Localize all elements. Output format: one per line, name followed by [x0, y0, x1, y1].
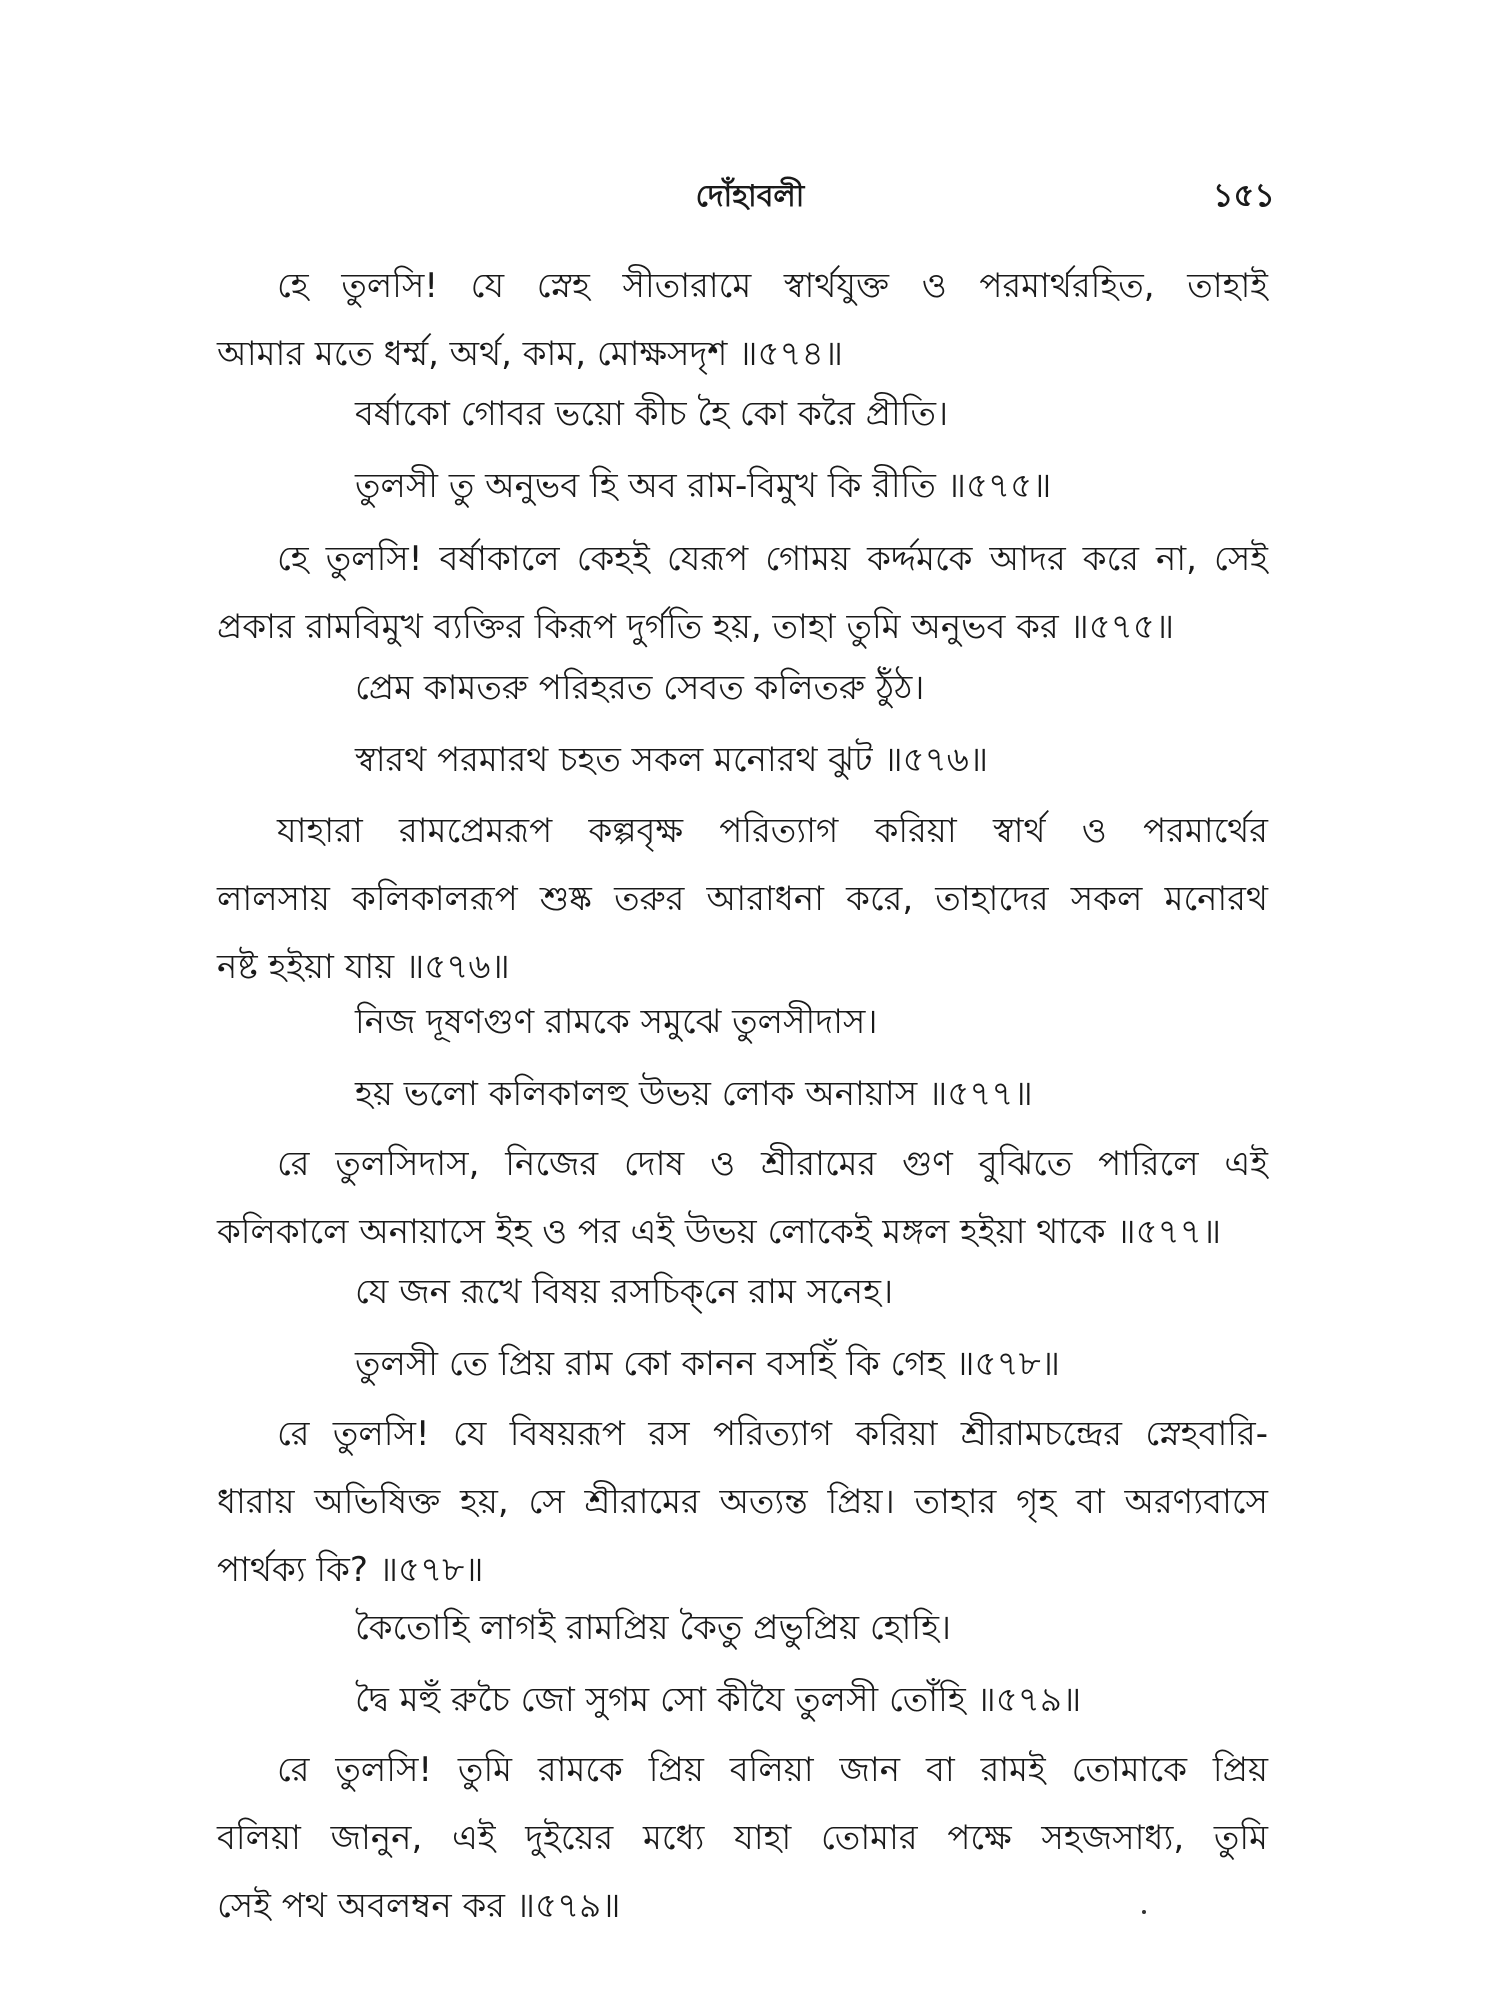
commentary-paragraph: [0, 797, 1500, 1001]
paragraph-line: রে তুলসি! তুমি রামকে প্রিয় বলিয়া জান বা রামই তোমাকে প্রিয়: [277, 1750, 1268, 1790]
paragraph-line: পার্থক্য কি? ॥৫৭৮॥: [217, 1550, 484, 1590]
paragraph-line: আমার মতে ধর্ম্ম, অর্থ, কাম, মোক্ষসদৃশ ॥৫৭৪॥: [217, 334, 843, 374]
verse-line: কৈতোহি লাগই রামপ্রিয় কৈতু প্রভুপ্রিয় হোহি।: [355, 1608, 952, 1648]
commentary-paragraph: [0, 1736, 1500, 1940]
verse-line: নিজ দূষণগুণ রামকে সমুঝে তুলসীদাস।: [355, 1002, 878, 1042]
verse-line: স্বারথ পরমারথ চহত সকল মনোরথ ঝুট ॥৫৭৬॥: [355, 740, 989, 780]
verse-line: দ্বৈ মহুঁ রুচৈ জো সুগম সো কীযৈ তুলসী তোঁহি ॥৫৭৯॥: [355, 1680, 1082, 1720]
paragraph-line: নষ্ট হইয়া যায় ॥৫৭৬॥: [217, 947, 510, 987]
verse-line: তুলসী তু অনুভব হি অব রাম-বিমুখ কি রীতি ॥৫৭৫॥: [355, 466, 1052, 506]
page-number: ১৫১: [1212, 176, 1275, 214]
doha-verse: [0, 652, 1500, 796]
doha-verse: [0, 1592, 1500, 1736]
paragraph-line: ধারায় অভিষিক্ত হয়, সে শ্রীরামের অত্যন্ত প্রিয়। তাহার গৃহ বা অরণ্যবাসে: [217, 1482, 1268, 1522]
verse-line: যে জন রূখে বিষয় রসচিক্‌নে রাম সনেহ।: [355, 1272, 894, 1312]
verse-line: প্রেম কামতরু পরিহরত সেবত কলিতরু ঠুঁঠ।: [355, 668, 925, 708]
paragraph-line: লালসায় কলিকালরূপ শুষ্ক তরুর আরাধনা করে, তাহাদের সকল মনোরথ: [217, 879, 1268, 919]
verse-line: হয় ভলো কলিকালহু উভয় লোক অনায়াস ॥৫৭৭॥: [355, 1074, 1033, 1114]
paragraph-line: হে তুলসি! বর্ষাকালে কেহই যেরূপ গোময় কর্দ্দমকে আদর করে না, সেই: [277, 539, 1268, 579]
commentary-paragraph: [0, 1400, 1500, 1604]
commentary-paragraph: [0, 1130, 1500, 1266]
print-speck: [1142, 1910, 1146, 1914]
paragraph-line: বলিয়া জানুন, এই দুইয়ের মধ্যে যাহা তোমার পক্ষে সহজসাধ্য, তুমি: [217, 1818, 1268, 1858]
paragraph-line: প্রকার রামবিমুখ ব্যক্তির কিরূপ দুর্গতি হয়, তাহা তুমি অনুভব কর ॥৫৭৫॥: [217, 607, 1175, 647]
verse-line: বর্ষাকো গোবর ভয়ো কীচ হৈ কো করৈ প্রীতি।: [355, 394, 949, 434]
paragraph-line: সেই পথ অবলম্বন কর ॥৫৭৯॥: [217, 1886, 621, 1926]
paragraph-line: রে তুলসিদাস, নিজের দোষ ও শ্রীরামের গুণ বুঝিতে পারিলে এই: [277, 1144, 1268, 1184]
paragraph-line: কলিকালে অনায়াসে ইহ ও পর এই উভয় লোকেই মঙ্গল হইয়া থাকে ॥৫৭৭॥: [217, 1212, 1222, 1252]
paragraph-line: রে তুলসি! যে বিষয়রূপ রস পরিত্যাগ করিয়া শ্রীরামচন্দ্রের স্নেহবারি-: [277, 1414, 1268, 1454]
doha-verse: [0, 378, 1500, 522]
commentary-paragraph: [0, 252, 1500, 388]
doha-verse: [0, 1256, 1500, 1400]
verse-line: তুলসী তে প্রিয় রাম কো কানন বসহিঁ কি গেহ ॥৫৭৮॥: [355, 1344, 1060, 1384]
paragraph-line: যাহারা রামপ্রেমরূপ কল্পবৃক্ষ পরিত্যাগ করিয়া স্বার্থ ও পরমার্থের: [277, 811, 1268, 851]
commentary-paragraph: [0, 525, 1500, 661]
paragraph-line: হে তুলসি! যে স্নেহ সীতারামে স্বার্থযুক্ত ও পরমার্থরহিত, তাহাই: [277, 266, 1268, 306]
doha-verse: [0, 986, 1500, 1130]
running-title: দোঁহাবলী: [695, 179, 805, 214]
